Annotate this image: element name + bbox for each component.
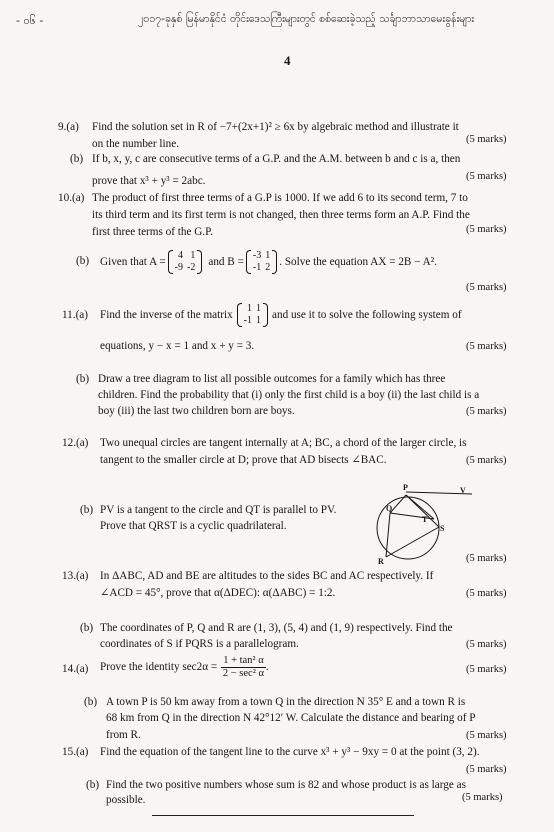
matrix-inverse: [237, 303, 268, 327]
matrix-cell: 1: [256, 303, 262, 314]
q11b-line2: children. Find the probability that (i) only the first child is a boy (ii) the last child is a: [98, 389, 480, 401]
matrix-b: [246, 250, 277, 274]
label-s: S: [440, 524, 445, 533]
q9a-line2: on the number line.: [92, 138, 179, 150]
q9b-line2: prove that x³ + y³ = 2abc.: [92, 175, 206, 187]
q12a-line1: Two unequal circles are tangent internally at A; BC, a chord of the larger circle, is: [100, 437, 467, 449]
page-number: 4: [284, 53, 291, 68]
matrix-b-cell: -1: [252, 262, 262, 273]
q14b-marks: (5 marks): [466, 730, 507, 741]
q9a-number: 9.(a): [58, 121, 79, 133]
q9a-marks: (5 marks): [466, 134, 507, 145]
q15b-line1: Find the two positive numbers whose sum is 82 and whose product is as large as: [106, 779, 466, 791]
q11a-number: 11.(a): [62, 309, 88, 321]
cyclic-quadrilateral-diagram: [372, 482, 478, 570]
q11b-line1: Draw a tree diagram to list all possible outcomes for a family which has three: [98, 373, 446, 385]
q9b-line1: If b, x, y, c are consecutive terms of a G.P. and the A.M. between b and c is a, then: [92, 153, 461, 165]
label-v: V: [460, 486, 466, 495]
q15b-line2: possible.: [106, 794, 146, 806]
matrix-a-cell: 1: [190, 250, 196, 261]
q15a-line1: Find the equation of the tangent line to the curve x³ + y³ − 9xy = 0 at the point (3, 2).: [100, 746, 480, 758]
label-r: R: [378, 557, 384, 566]
q12b-line1: PV is a tangent to the circle and QT is parallel to PV.: [100, 504, 337, 516]
q13b-line1: The coordinates of P, Q and R are (1, 3), (5, 4) and (1, 9) respectively. Find the: [100, 622, 453, 634]
q15a-number: 15.(a): [62, 746, 89, 758]
q13b-line2: coordinates of S if PQRS is a parallelogram.: [100, 638, 299, 650]
q14b-number: (b): [84, 696, 98, 708]
q13a-number: 13.(a): [62, 570, 89, 582]
label-q: Q: [386, 504, 393, 513]
q10a-marks: (5 marks): [466, 224, 507, 235]
q13a-line2: ∠ACD = 45°, prove that α(ΔDEC): α(ΔABC) = 1:2.: [100, 587, 336, 599]
q15a-marks: (5 marks): [466, 764, 507, 775]
matrix-cell: 1: [256, 315, 262, 326]
q12b-line2: Prove that QRST is a cyclic quadrilateral.: [100, 520, 287, 532]
matrix-a: [168, 250, 203, 274]
matrix-b-cell: -3: [252, 250, 262, 261]
q11b-marks: (5 marks): [466, 406, 507, 417]
matrix-b-cell: 2: [265, 262, 271, 273]
q12b-number: (b): [80, 504, 94, 516]
q14a-number: 14.(a): [62, 663, 89, 675]
matrix-cell: 1: [247, 303, 253, 314]
matrix-b-cell: 1: [265, 250, 271, 261]
end-rule: [152, 815, 414, 816]
burmese-header-title: ၂၀၁၇-ခုနှစ် မြန်မာနိုင်ငံ တိုင်းဒေသကြီးများတွင် စစ်ဆေးခဲ့သည့် သင်္ချာဘာသာမေးခွန်းများ: [138, 13, 474, 25]
margin-page-mark: - ၀၆ -: [16, 14, 44, 27]
q14a-prefix: Prove the identity sec2α =: [100, 660, 218, 673]
q14b-line2: 68 km from Q in the direction N 42°12′ W. Calculate the distance and bearing of P: [106, 712, 476, 724]
q11a-marks: (5 marks): [466, 341, 507, 352]
q11a-line1: [100, 297, 462, 333]
q13a-line1: In ΔABC, AD and BE are altitudes to the sides BC and AC respectively. If: [100, 570, 434, 582]
matrix-a-cell: -2: [187, 262, 196, 273]
q11a-suffix: and use it to solve the following system of: [272, 308, 462, 321]
matrix-cell: -1: [243, 315, 253, 326]
q10b-mid: and B =: [208, 255, 244, 268]
q14a-line: [100, 651, 269, 683]
q14b-line3: from R.: [106, 729, 141, 741]
q13b-number: (b): [80, 622, 94, 634]
q11b-number: (b): [76, 373, 90, 385]
matrix-a-cell: -9: [174, 262, 184, 273]
q13b-marks: (5 marks): [466, 639, 507, 650]
matrix-a-cell: 4: [178, 250, 184, 261]
q12a-line2: tangent to the smaller circle at D; prove that AD bisects ∠BAC.: [100, 454, 387, 466]
q11a-prefix: Find the inverse of the matrix: [100, 308, 233, 321]
q11a-line2: equations, y − x = 1 and x + y = 3.: [100, 340, 255, 352]
segment-qr: [386, 513, 390, 557]
q14a-marks: (5 marks): [466, 664, 507, 675]
q10a-line2: its third term and its first term is not changed, then three terms form an A.P. Find the: [92, 209, 470, 221]
identity-fraction: [221, 655, 266, 680]
q10b-line: [100, 245, 437, 279]
q15b-number: (b): [86, 779, 100, 791]
q14b-line1: A town P is 50 km away from a town Q in the direction N 35° E and a town R is: [106, 696, 466, 708]
chord-rs: [386, 527, 439, 557]
q11b-line3: boy (iii) the last two children born are boys.: [98, 405, 295, 417]
q15b-marks: (5 marks): [462, 792, 503, 803]
q12a-number: 12.(a): [62, 437, 89, 449]
q10a-number: 10.(a): [58, 192, 85, 204]
q14a-suffix: .: [265, 660, 269, 673]
q9b-number: (b): [70, 153, 84, 165]
q10b-suffix: . Solve the equation AX = 2B − A².: [279, 255, 437, 268]
q12a-marks: (5 marks): [466, 455, 507, 466]
fraction-denominator: 2 − sec² α: [222, 667, 264, 679]
chord-pq: [390, 495, 406, 513]
q13a-marks: (5 marks): [466, 588, 507, 599]
label-t: T: [422, 515, 428, 524]
q10b-number: (b): [76, 255, 90, 267]
fraction-numerator: 1 + tan² α: [223, 654, 264, 666]
q9b-marks: (5 marks): [466, 171, 507, 182]
label-p: P: [403, 483, 408, 492]
q9a-line1: Find the solution set in R of −7+(2x+1)² ≥ 6x by algebraic method and illustrate it: [92, 121, 459, 133]
q10b-marks: (5 marks): [466, 282, 507, 293]
q10a-line1: The product of first three terms of a G.P is 1000. If we add 6 to its second term, 7 to: [92, 192, 468, 204]
q10a-line3: first three terms of the G.P.: [92, 226, 213, 238]
q12b-marks: (5 marks): [466, 553, 507, 564]
q10b-prefix: Given that A =: [100, 255, 166, 268]
